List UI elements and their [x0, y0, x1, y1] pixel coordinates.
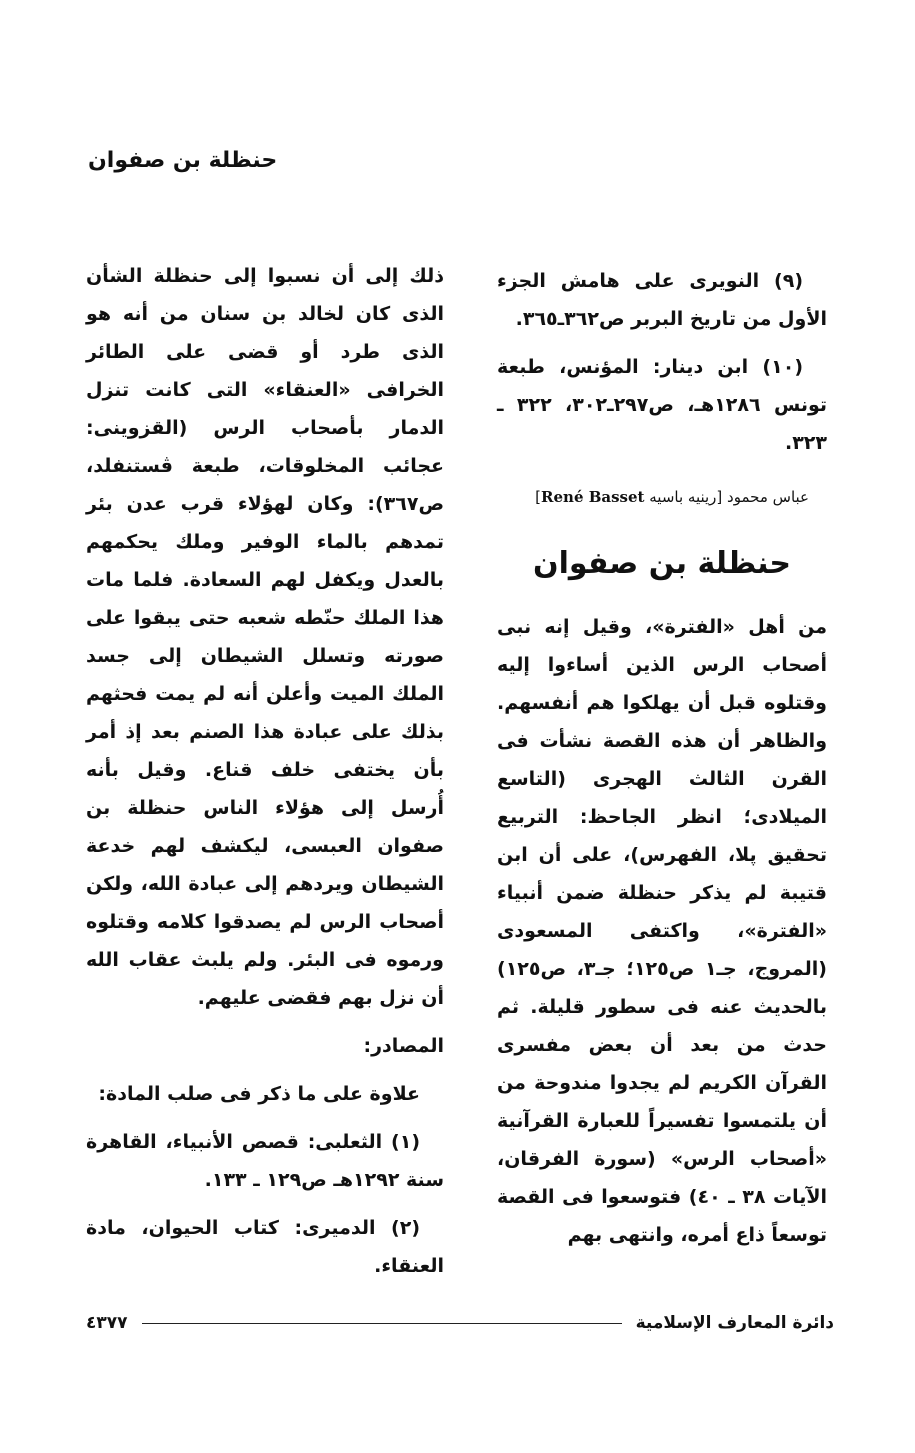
- article-title: حنظلة بن صفوان: [533, 546, 791, 581]
- left-column: [86, 257, 444, 1295]
- source-item: (٢) الدميرى: كتاب الحيوان، مادة العنقاء.: [86, 1217, 444, 1277]
- author-attribution: [497, 486, 809, 508]
- publication-name: دائرة المعارف الإسلامية: [635, 1313, 834, 1333]
- source-item: (١) الثعلبى: قصص الأنبياء، القاهرة سنة ١٢٩٢هـ ص١٢٩ ـ ١٣٣.: [86, 1131, 444, 1191]
- article-body-start: من أهل «الفترة»، وقيل إنه نبى أصحاب الرس الذين أساءوا إليه وقتلوه قبل أن يهلكوا هم أنفسهم. والظاهر أن هذه القصة نشأت فى القرن الثالث الهجرى (التاسع الميلادى؛ انظر الجاحظ: التربيع تحقيق پلا، الفهرس)، على أن ابن قتيبة لم يذكر حنظلة ضمن أنبياء «الفترة»، واكتفى المسعودى (المروج، جـ١ ص١٢٥؛ جـ٣، ص١٢٥) بالحديث عنه فى سطور قليلة. ثم حدث من بعد أن بعض مفسرى القرآن الكريم لم يجدوا مندوحة من أن يلتمسوا تفسيراً للعبارة القرآنية «أصحاب الرس» (سورة الفرقان، الآيات ٣٨ ـ ٤٠) فتوسعوا فى القصة توسعاً ذاع أمره، وانتهى بهم: [497, 616, 827, 1246]
- sources-heading: المصادر:: [363, 1035, 444, 1057]
- running-header: حنظلة بن صفوان: [88, 148, 278, 173]
- author-arabic: عباس محمود [رينيه باسيه: [649, 488, 809, 506]
- sources-intro: علاوة على ما ذكر فى صلب المادة:: [98, 1083, 420, 1105]
- author-close-bracket: ]: [535, 488, 542, 506]
- page-number: ٤٣٧٧: [86, 1313, 128, 1333]
- article-body-continued: ذلك إلى أن نسبوا إلى حنظلة الشأن الذى كان لخالد بن سنان من أنه هو الذى طرد أو قضى على الطائر الخرافى «العنقاء» التى كانت تنزل الدمار بأصحاب الرس (القزوينى: عجائب المخلوقات، طبعة ڤستنفلد، ص٣٦٧): وكان لهؤلاء قرب عدن بئر تمدهم بالماء الوفير وملك يحكمهم بالعدل ويكفل لهم السعادة. فلما مات هذا الملك حنّطه شعبه حتى يبقوا على صورته وتسلل الشيطان إلى جسد الملك الميت وأعلن أنه لم يمت فحثهم بذلك على عبادة هذا الصنم بعد إذ أمر بأن يختفى خلف قناع. وقيل بأنه أُرسل إلى هؤلاء الناس حنظلة بن صفوان العبسى، ليكشف لهم خدعة الشيطان ويردهم إلى عبادة الله، ولكن أصحاب الرس لم يصدقوا كلامه وقتلوه ورموه فى البئر. ولم يلبث عقاب الله أن نزل بهم فقضى عليهم.: [86, 265, 444, 1009]
- page-footer: [86, 1308, 834, 1338]
- footer-divider: [142, 1323, 622, 1324]
- right-column: [497, 262, 827, 1264]
- reference-item: (٩) النويرى على هامش الجزء الأول من تاريخ البربر ص٣٦٢ـ٣٦٥.: [497, 270, 827, 330]
- reference-item: (١٠) ابن دينار: المؤنس، طبعة تونس ١٢٨٦هـ، ص٢٩٧ـ٣٠٢، ٣٢٢ ـ ٣٢٣.: [497, 356, 828, 454]
- author-latin: René Basset: [541, 488, 645, 506]
